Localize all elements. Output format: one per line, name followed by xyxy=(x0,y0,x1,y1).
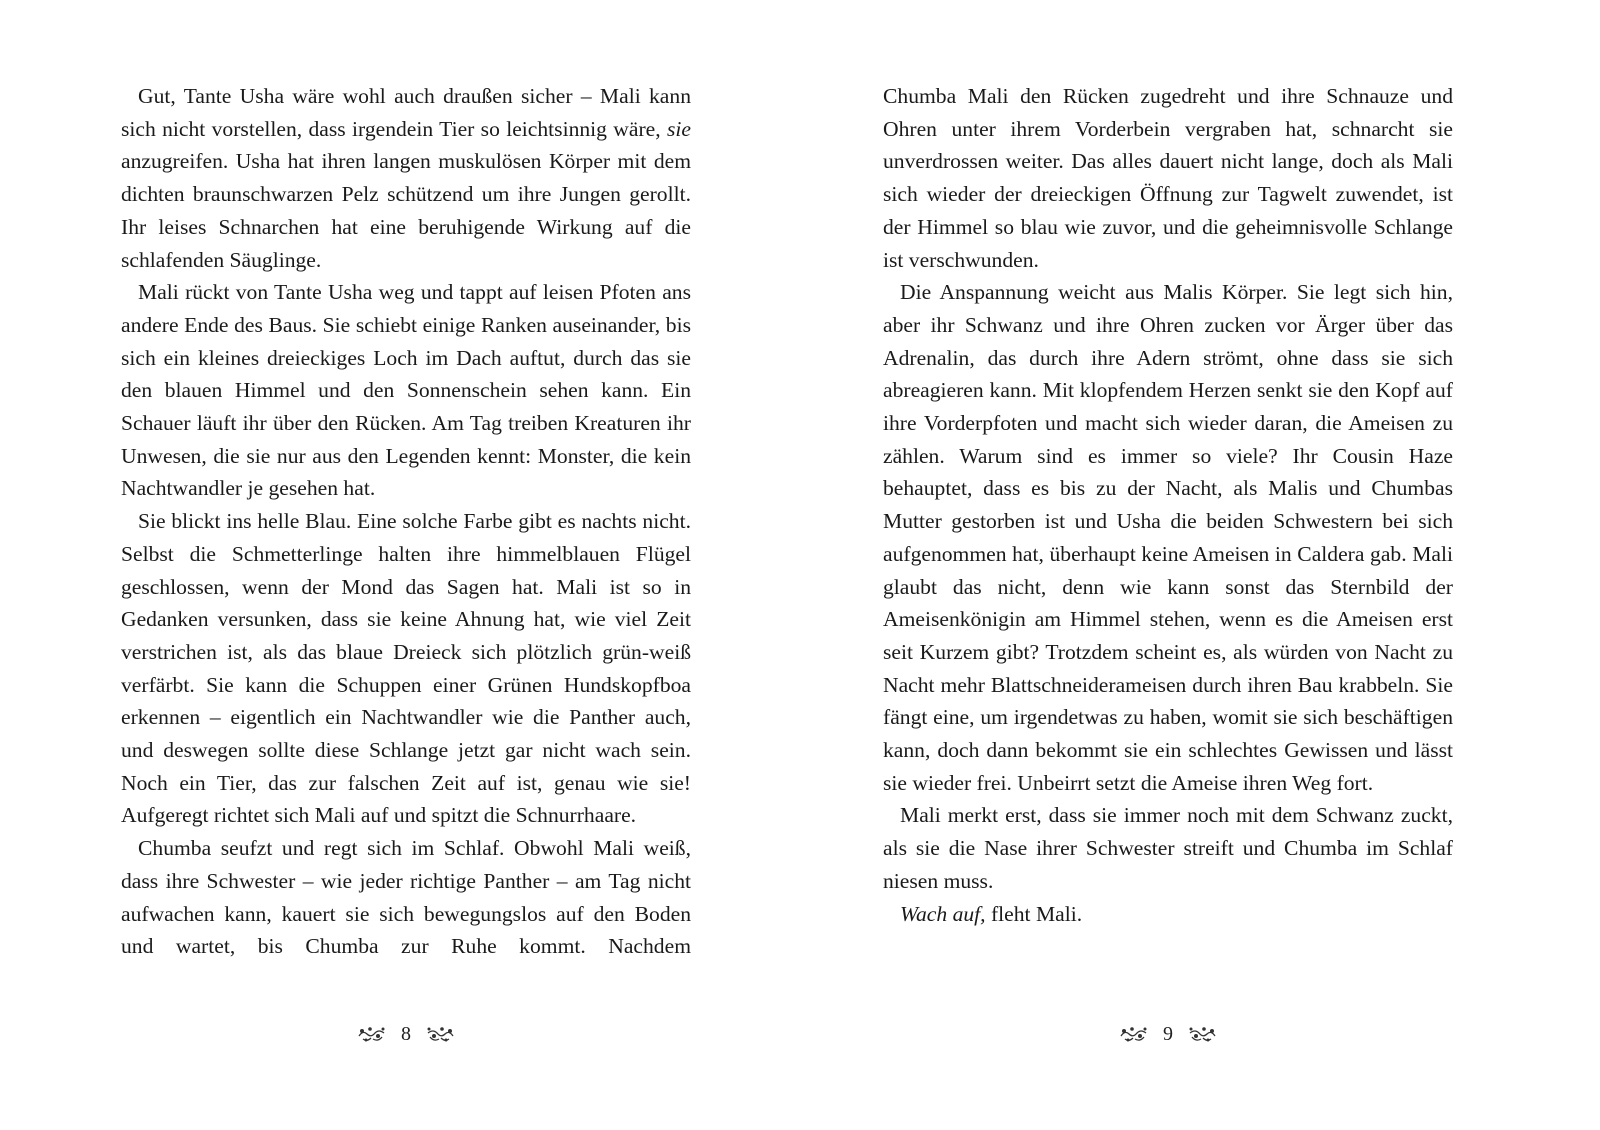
page-footer-right xyxy=(1068,1019,1268,1049)
paragraph xyxy=(883,80,1453,276)
paragraph-text: Die Anspannung weicht aus Malis Körper. Sie legt sich hin, aber ihr Schwanz und ihre Ohren zucken vor Ärger über das Adrenalin, das durch ihre Adern strömt, ohne dass sie sich abreagieren kann. Mit klopfendem Herzen senkt sie den Kopf auf ihre Vorderpfoten und macht sich wieder daran, die Ameisen zu zählen. Warum sind es immer so viele? Ihr Cousin Haze behauptet, dass es bis zu der Nacht, als Malis und Chumbas Mutter gestorben ist und Usha die beiden Schwestern bei sich aufgenommen hat, überhaupt keine Ameisen in Caldera gab. Mali glaubt das nicht, denn wie kann sonst das Sternbild der Ameisenkönigin am Himmel stehen, wenn es die Ameisen erst seit Kurzem gibt? Trotzdem scheint es, als würden von Nacht zu Nacht mehr Blattschneiderameisen durch ihren Bau krabbeln. Sie fängt eine, um irgendetwas zu haben, womit sie sich beschäftigen kann, doch dann bekommt sie ein schlechtes Gewissen und lässt sie wieder frei. Unbeirrt setzt die Ameise ihren Weg fort. xyxy=(883,280,1453,795)
paragraph-text: Chumba seufzt und regt sich im Schlaf. Obwohl Mali weiß, dass ihre Schwester – wie jeder richtige Panther – am Tag nicht aufwachen kann, kauert sie sich bewegungslos auf den Boden und wartet, bis Chumba zur Ruhe kommt. Nachdem xyxy=(121,836,691,959)
italic-text: sie xyxy=(667,116,691,141)
paragraph xyxy=(121,505,691,832)
floral-ornament-icon xyxy=(425,1024,455,1044)
paragraph xyxy=(883,898,1453,931)
paragraph-text: Gut, Tante Usha wäre wohl auch draußen sicher – Mali kann sich nicht vorstellen, dass irgendein Tier so leichtsinnig wäre, xyxy=(121,84,691,141)
paragraph-text: Mali merkt erst, dass sie immer noch mit dem Schwanz zuckt, als sie die Nase ihrer Schwester streift und Chumba im Schlaf niesen muss. xyxy=(883,803,1453,893)
paragraph-text: anzugreifen. Usha hat ihren langen muskulösen Körper mit dem dichten braunschwarzen Pelz schützend um ihre Jungen gerollt. Ihr leises Schnarchen hat eine beruhigende Wirkung auf die schlafenden Säuglinge. xyxy=(121,149,691,272)
floral-ornament-icon xyxy=(1187,1024,1217,1044)
page-number: 8 xyxy=(401,1022,411,1045)
paragraph-text: Sie blickt ins helle Blau. Eine solche Farbe gibt es nachts nicht. Selbst die Schmetterlinge halten ihre himmelblauen Flügel geschlossen, wenn der Mond das Sagen hat. Mali ist so in Gedanken versunken, dass sie keine Ahnung hat, wie viel Zeit verstrichen ist, als das blaue Dreieck sich plötzlich grün-weiß verfärbt. Sie kann die Schuppen einer Grünen Hundskopfboa erkennen – eigentlich ein Nachtwandler wie die Panther auch, und deswegen sollte diese Schlange jetzt gar nicht wach sein. Noch ein Tier, das zur falschen Zeit auf ist, genau wie sie! Aufgeregt richtet sich Mali auf und spitzt die Schnurrhaare. xyxy=(121,509,691,828)
paragraph xyxy=(121,832,691,963)
paragraph-text: fleht Mali. xyxy=(985,901,1083,926)
paragraph xyxy=(883,276,1453,799)
floral-ornament-icon xyxy=(357,1024,387,1044)
left-page-text xyxy=(121,80,691,963)
paragraph xyxy=(121,80,691,276)
paragraph xyxy=(883,799,1453,897)
paragraph xyxy=(121,276,691,505)
page-footer-left xyxy=(306,1019,506,1049)
paragraph-text: Mali rückt von Tante Usha weg und tappt auf leisen Pfoten ans andere Ende des Baus. Sie schiebt einige Ranken auseinander, bis sich ein kleines dreieckiges Loch im Dach auftut, durch das sie den blauen Himmel und den Sonnenschein sehen kann. Ein Schauer läuft ihr über den Rücken. Am Tag treiben Kreaturen ihr Unwesen, die sie nur aus den Legenden kennt: Monster, die kein Nachtwandler je gesehen hat. xyxy=(121,280,691,501)
italic-text: Wach auf, xyxy=(900,901,986,926)
paragraph-text: Chumba Mali den Rücken zugedreht und ihre Schnauze und Ohren unter ihrem Vorderbein vergraben hat, schnarcht sie unverdrossen weiter. Das alles dauert nicht lange, doch als Mali sich wieder der dreieckigen Öffnung zur Tagwelt zuwendet, ist der Himmel so blau wie zuvor, und die geheimnisvolle Schlange ist verschwunden. xyxy=(883,84,1453,272)
floral-ornament-icon xyxy=(1119,1024,1149,1044)
right-page-text xyxy=(883,80,1453,930)
page-number: 9 xyxy=(1163,1022,1173,1045)
